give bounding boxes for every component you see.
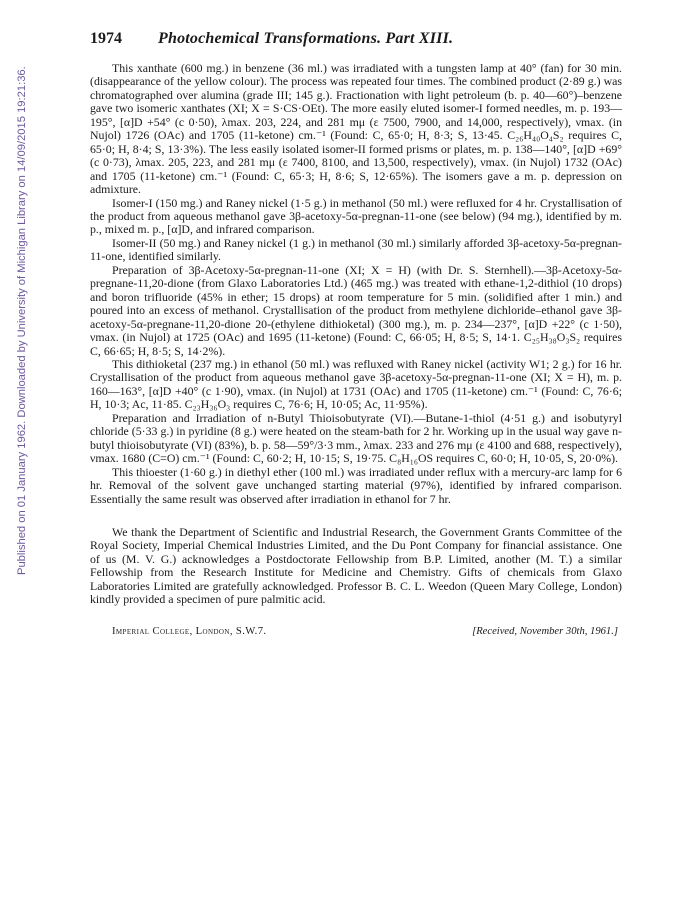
journal-page [90,30,622,638]
paragraph-thioester-irradiation: This thioester (1·60 g.) in diethyl ether (100 ml.) was irradiated under reflux with a mercury-arc lamp for 6 hr. Removal of the solvent gave unchanged starting material (97%), identified by infrared comparison. Essentially the same result was observed after irradiation in ethanol for 7 hr. [90,464,622,506]
page-header [90,30,622,48]
paragraph-thioisobutyrate: Preparation and Irradiation of n-Butyl Thioisobutyrate (VI).—Butane-1-thiol (4·51 g.) and isobutyryl chloride (5·33 g.) in pyridine (8 g.) were heated on the steam-bath for 2 hr. Working up in the usual way gave n-butyl thioisobutyrate (VI) (83%), b. p. 58—59°/3·3 mm., λmax. 233 and 276 mμ (ε 4100 and 688, respectively), νmax. 1680 (C=O) cm.⁻¹ (Found: C, 60·2; H, 10·15; S, 19·75. C₈H₁₆OS requires C, 60·0; H, 10·05, S, 20·0%). [90,410,622,466]
paragraph-preparation-pregnanone: Preparation of 3β-Acetoxy-5α-pregnan-11-one (XI; X = H) (with Dr. S. Sternhell).—3β-Acetoxy-5α-pregnane-11,20-dione (from Glaxo Laboratories Ltd.) (465 mg.) was treated with ethane-1,2-dithiol (10 drops) and boron trifluoride (45% in ether; 15 drops) at room temperature for 5 min. (solidified after 1 min.) and poured into an excess of methanol. Crystallisation of the product from methylene dichloride–ethanol gave 3β-acetoxy-5α-pregnane-11,20-dione 20-(ethylene dithioketal) (300 mg.), m. p. 234—237°, [α]D +22° (c 1·50), νmax. (in Nujol) at 1725 (OAc) and 1695 (11-ketone) (Found: C, 66·05; H, 8·5; S, 14·1. C₂₅H₃₈O₃S₂ requires C, 66·65; H, 8·5; S, 14·2%). [90,262,622,358]
acknowledgements [90,526,622,607]
page-number: 1974 [90,30,122,47]
acknowledgement-text: We thank the Department of Scientific and Industrial Research, the Government Grants Committee of the Royal Society, Imperial Chemical Industries Limited, and the Du Pont Company for financial assistance. One of us (M. V. G.) acknowledges a Postdoctorate Fellowship from B.P. Limited, another (M. T.) a similar Fellowship from the Research Institute for Medicine and Chemistry. Gifts of chemicals from Glaxo Laboratories Limited are gratefully acknowledged. Professor B. C. L. Weedon (Queen Mary College, London) kindly provided a specimen of pure palmitic acid. [90,524,622,607]
received-date: [Received, November 30th, 1961.] [472,625,618,637]
paragraph-xanthate-irradiation: This xanthate (600 mg.) in benzene (36 ml.) was irradiated with a tungsten lamp at 40° (fan) for 30 min. (disappearance of the yellow colour). The process was repeated four times. The combined product (2·89 g.) was chromatographed over alumina (grade III; 145 g.). Fractionation with light petroleum (b. p. 40—60°)–benzene gave two isomeric xanthates (XI; X = S·CS·OEt). The more easily eluted isomer-I formed needles, m. p. 193—195°, [α]D +54° (c 0·50), λmax. 203, 224, and 281 mμ (ε 7500, 7900, and 14,000, respectively), νmax. (in Nujol) 1726 (OAc) and 1705 (11-ketone) cm.⁻¹ (Found: C, 65·0; H, 8·3; S, 13·45. C₂₆H₄₀O₄S₂ requires C, 65·0; H, 8·4; S, 13·3%). The less easily isolated isomer-II formed prisms or plates, m. p. 138—140°, [α]D +69° (c 0·73), λmax. 205, 223, and 281 mμ (ε 7400, 8100, and 13,500, respectively), νmax. (in Nujol) 1732 (OAc) and 1705 (11-ketone) cm.⁻¹ (Found: C, 65·3; H, 8·6; S, 12·65%). The isomers gave a m. p. depression on admixture. [90,61,622,197]
paragraph-isomer-i: Isomer-I (150 mg.) and Raney nickel (1·5 g.) in methanol (50 ml.) were refluxed for 4 hr. Crystallisation of the product from aqueous methanol gave 3β-acetoxy-5α-pregnan-11-one (see below) (94 mg.), identified by m. p., mixed m. p., [α]D, and infrared comparison. [90,195,622,237]
institution-address: Imperial College, London, S.W.7. [112,625,267,637]
experimental-section [90,62,622,506]
page-footer [90,625,622,638]
download-watermark [0,0,30,912]
download-watermark-text: Published on 01 January 1962. Downloaded by University of Michigan Library on 14/09/2015 19:21:36. [16,66,28,575]
running-title: Photochemical Transformations. Part XIII. [158,30,454,47]
paragraph-isomer-ii: Isomer-II (50 mg.) and Raney nickel (1 g.) in methanol (30 ml.) similarly afforded 3β-acetoxy-5α-pregnan-11-one, identified similarly. [90,235,622,264]
paragraph-dithioketal: This dithioketal (237 mg.) in ethanol (50 ml.) was refluxed with Raney nickel (activity W1; 2 g.) for 16 hr. Crystallisation of the product from aqueous methanol gave 3β-acetoxy-5α-pregnan-11-one (XI; X = H), m. p. 160—163°, [α]D +40° (c 1·90), νmax. (in Nujol) at 1731 (OAc) and 1705 (11-ketone) cm.⁻¹ (Found: C, 76·6; H, 10·3; Ac, 11·85. C₂₃H₃₆O₃ requires C, 76·6; H, 10·05; Ac, 11·95%). [90,356,622,412]
